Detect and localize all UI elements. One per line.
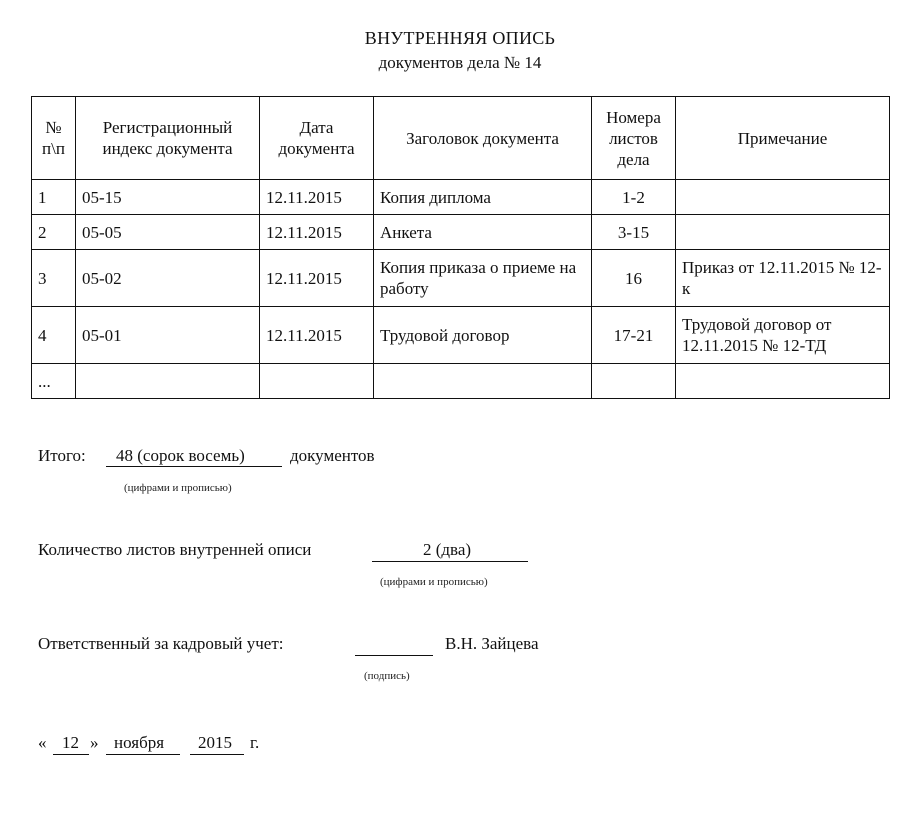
cell-date: 12.11.2015 xyxy=(260,215,374,250)
column-header-title: Заголовок документа xyxy=(374,97,592,180)
total-suffix: документов xyxy=(290,446,375,465)
total-hint: (цифрами и прописью) xyxy=(124,482,232,494)
document-subtitle: документов дела № 14 xyxy=(378,53,542,72)
date-suffix: г. xyxy=(250,733,260,752)
responsible-label: Ответственный за кадровый учет: xyxy=(38,634,284,653)
cell-title: Трудовой договор xyxy=(374,307,592,364)
column-header-sheets: Номера листов дела xyxy=(592,97,676,180)
column-header-note: Примечание xyxy=(676,97,890,180)
cell-reg-index: 05-05 xyxy=(76,215,260,250)
cell-sheets xyxy=(592,364,676,399)
date-year: 2015 xyxy=(198,733,232,752)
table-row xyxy=(32,250,890,307)
total-underline xyxy=(106,466,282,467)
inventory-table xyxy=(31,96,890,399)
table-row xyxy=(32,180,890,215)
cell-sheets: 1-2 xyxy=(592,180,676,215)
cell-number: 1 xyxy=(32,180,76,215)
column-header-date: Дата документа xyxy=(260,97,374,180)
responsible-name: В.Н. Зайцева xyxy=(445,634,539,653)
date-open-quote: « xyxy=(38,733,47,752)
cell-sheets: 17-21 xyxy=(592,307,676,364)
column-header-number: № п\п xyxy=(32,97,76,180)
total-label: Итого: xyxy=(38,446,86,465)
cell-reg-index: 05-02 xyxy=(76,250,260,307)
cell-title xyxy=(374,364,592,399)
cell-number: 4 xyxy=(32,307,76,364)
cell-note: Трудовой договор от 12.11.2015 № 12-ТД xyxy=(676,307,890,364)
cell-date: 12.11.2015 xyxy=(260,307,374,364)
total-value: 48 (сорок восемь) xyxy=(116,446,245,465)
cell-date: 12.11.2015 xyxy=(260,250,374,307)
table-row xyxy=(32,215,890,250)
cell-sheets: 3-15 xyxy=(592,215,676,250)
date-day: 12 xyxy=(62,733,79,752)
cell-note xyxy=(676,215,890,250)
table-row xyxy=(32,364,890,399)
cell-number: 2 xyxy=(32,215,76,250)
cell-number: ... xyxy=(32,364,76,399)
cell-note xyxy=(676,364,890,399)
cell-title: Анкета xyxy=(374,215,592,250)
cell-number: 3 xyxy=(32,250,76,307)
date-day-underline xyxy=(53,754,89,755)
cell-date: 12.11.2015 xyxy=(260,180,374,215)
date-month-underline xyxy=(106,754,180,755)
cell-reg-index: 05-15 xyxy=(76,180,260,215)
sheets-underline xyxy=(372,561,528,562)
cell-reg-index xyxy=(76,364,260,399)
document-title: ВНУТРЕННЯЯ ОПИСЬ xyxy=(364,28,556,48)
date-year-underline xyxy=(190,754,244,755)
cell-title: Копия приказа о приеме на работу xyxy=(374,250,592,307)
table-header-row xyxy=(32,97,890,180)
column-header-reg-index: Регистрационный индекс документа xyxy=(76,97,260,180)
cell-note: Приказ от 12.11.2015 № 12-к xyxy=(676,250,890,307)
signature-hint: (подпись) xyxy=(364,670,410,682)
cell-note xyxy=(676,180,890,215)
sheets-hint: (цифрами и прописью) xyxy=(380,576,488,588)
table-row xyxy=(32,307,890,364)
cell-sheets: 16 xyxy=(592,250,676,307)
sheets-value: 2 (два) xyxy=(423,540,472,559)
date-close-quote: » xyxy=(90,733,99,752)
cell-title: Копия диплома xyxy=(374,180,592,215)
signature-line xyxy=(355,655,433,656)
cell-reg-index: 05-01 xyxy=(76,307,260,364)
date-month: ноября xyxy=(114,733,165,752)
sheets-label: Количество листов внутренней описи xyxy=(38,540,312,559)
cell-date xyxy=(260,364,374,399)
